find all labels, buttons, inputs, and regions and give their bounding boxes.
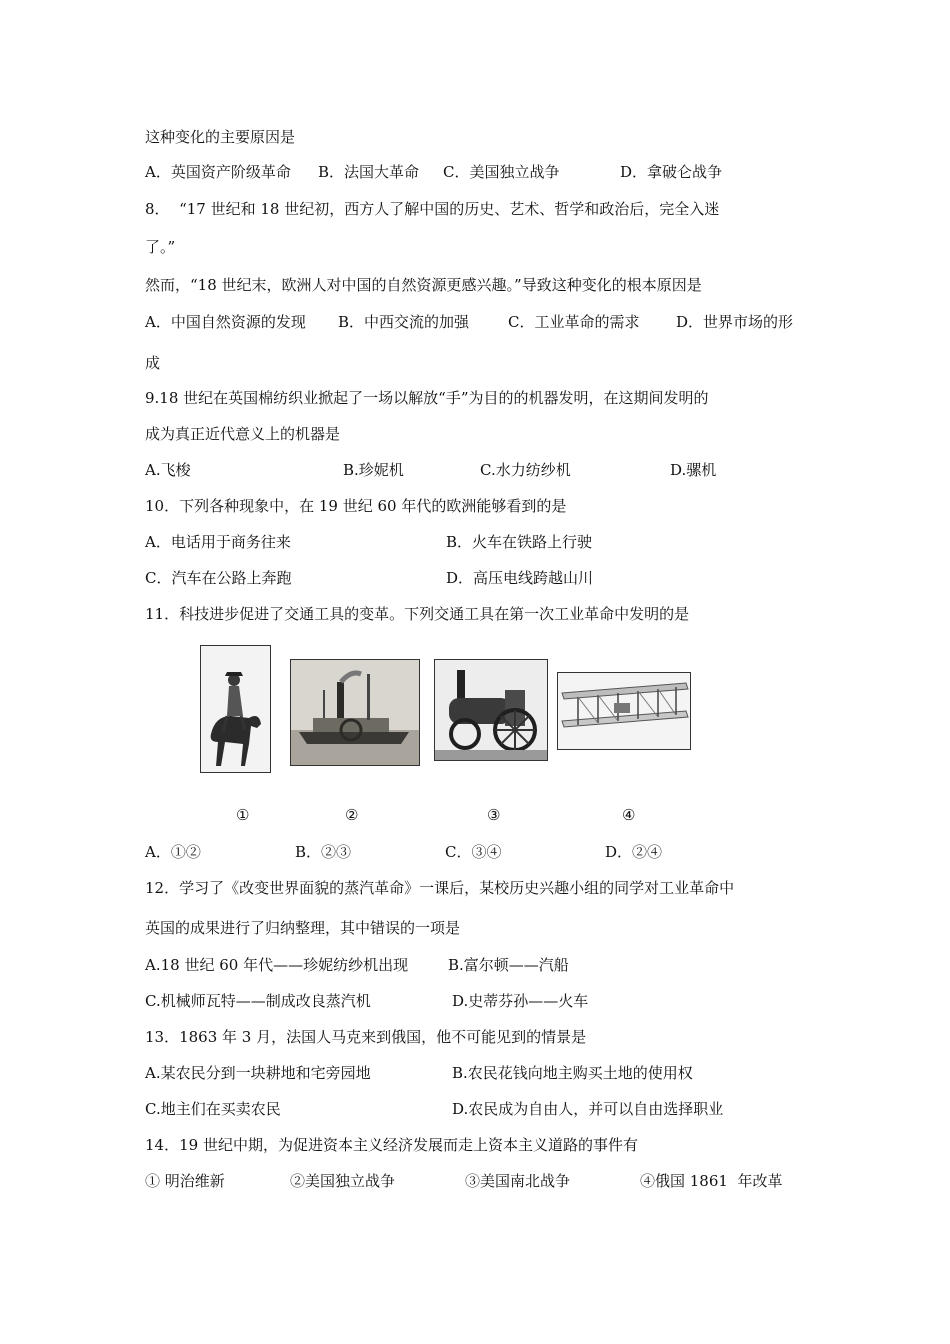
q11-option-b: B．②③ [295,843,352,861]
steam-locomotive-image [434,659,548,761]
steamboat-image [290,659,420,766]
q9-option-b: B.珍妮机 [343,461,404,479]
q10-option-a: A．电话用于商务往来 [145,533,291,551]
q13-option-b: B.农民花钱向地主购买土地的使用权 [452,1064,693,1082]
q12-stem-line2: 英国的成果进行了归纳整理，其中错误的一项是 [145,919,461,937]
biplane-image [557,672,691,750]
q14-option-4: ④俄国 1861 年改革 [640,1172,783,1190]
horse-rider-image [200,645,271,773]
q14-stem: 14．19 世纪中期，为促进资本主义经济发展而走上资本主义道路的事件有 [145,1136,638,1154]
q7-option-d: D．拿破仑战争 [620,163,723,181]
q10-option-d: D．高压电线跨越山川 [446,569,594,587]
q10-stem: 10．下列各种现象中，在 19 世纪 60 年代的欧洲能够看到的是 [145,497,567,515]
q9-option-a: A.飞梭 [145,461,191,479]
q8-option-a: A．中国自然资源的发现 [145,313,306,331]
q11-label-1: ① [236,806,250,824]
q13-option-a: A.某农民分到一块耕地和宅旁园地 [145,1064,371,1082]
q8-option-b: B．中西交流的加强 [338,313,470,331]
q11-option-a: A．①② [145,843,201,861]
q7-option-b: B．法国大革命 [318,163,420,181]
q9-stem-line1: 9.18 世纪在英国棉纺织业掀起了一场以解放“手”为目的的机器发明，在这期间发明的 [145,389,709,407]
q7-stem-tail: 这种变化的主要原因是 [145,128,296,146]
q8-stem-line2: 了。” [145,238,176,256]
q11-label-2: ② [345,806,359,824]
q8-option-d-tail: 成 [145,354,161,372]
q8-stem-line1: 8． “17 世纪和 18 世纪初，西方人了解中国的历史、艺术、哲学和政治后，完全入迷 [145,200,720,218]
q10-option-c: C．汽车在公路上奔跑 [145,569,292,587]
q12-option-a: A.18 世纪 60 年代——珍妮纺纱机出现 [145,956,409,974]
q13-stem: 13．1863 年 3 月，法国人马克来到俄国，他不可能见到的情景是 [145,1028,587,1046]
q14-option-2: ②美国独立战争 [290,1172,396,1190]
q11-label-4: ④ [622,806,636,824]
q11-option-d: D．②④ [605,843,663,861]
q9-option-d: D.骡机 [670,461,717,479]
q12-stem-line1: 12．学习了《改变世界面貌的蒸汽革命》一课后，某校历史兴趣小组的同学对工业革命中 [145,879,735,897]
q9-stem-line2: 成为真正近代意义上的机器是 [145,425,341,443]
q10-option-b: B．火车在铁路上行驶 [446,533,593,551]
q8-stem-line3: 然而，“18 世纪末，欧洲人对中国的自然资源更感兴趣。”导致这种变化的根本原因是 [145,276,702,294]
q12-option-d: D.史蒂芬孙——火车 [452,992,589,1010]
q11-stem: 11．科技进步促进了交通工具的变革。下列交通工具在第一次工业革命中发明的是 [145,605,690,623]
q13-option-d: D.农民成为自由人，并可以自由选择职业 [452,1100,724,1118]
q8-option-c: C．工业革命的需求 [508,313,640,331]
q8-option-d: D．世界市场的形 [676,313,794,331]
q11-option-c: C．③④ [445,843,502,861]
q11-label-3: ③ [487,806,501,824]
q9-option-c: C.水力纺纱机 [480,461,571,479]
q12-option-c: C.机械师瓦特——制成改良蒸汽机 [145,992,371,1010]
q14-option-3: ③美国南北战争 [465,1172,571,1190]
q7-option-c: C．美国独立战争 [443,163,560,181]
q13-option-c: C.地主们在买卖农民 [145,1100,281,1118]
q14-option-1: ① 明治维新 [145,1172,225,1190]
q12-option-b: B.富尔顿——汽船 [448,956,569,974]
q7-option-a: A．英国资产阶级革命 [145,163,291,181]
